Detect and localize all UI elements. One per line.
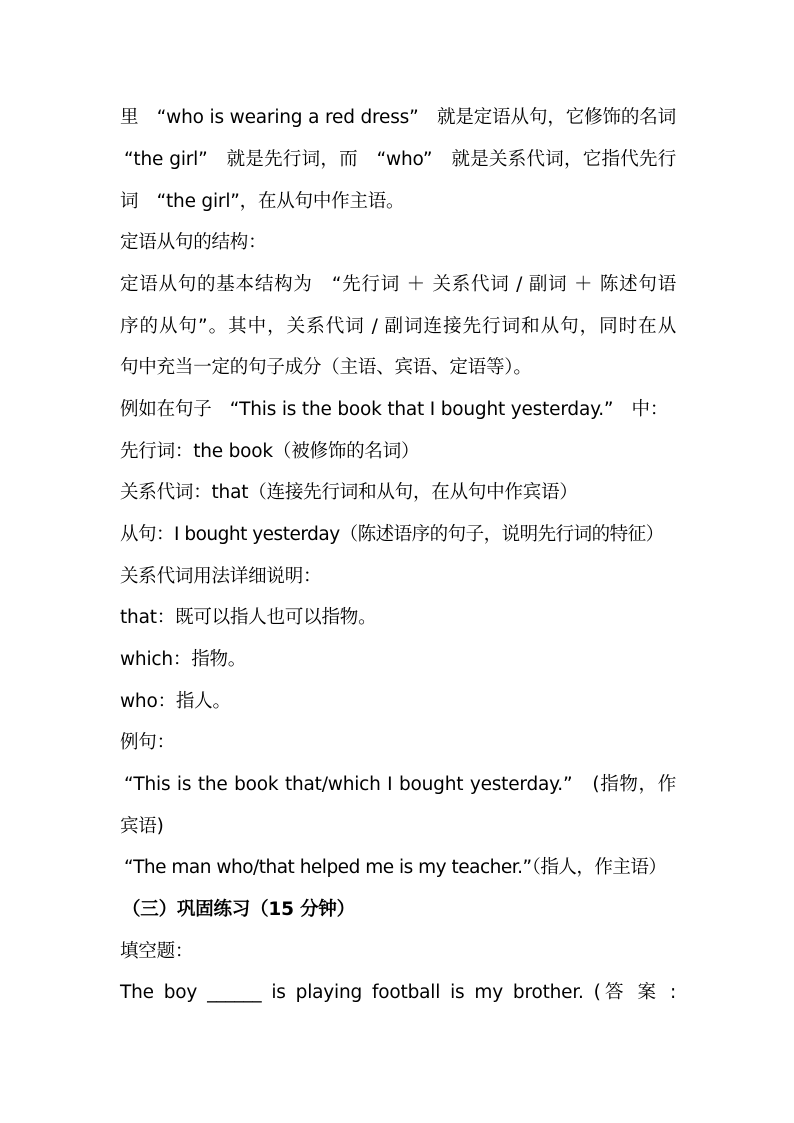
paragraph-line: which：指物。 [120,649,247,670]
section-heading: 关系代词用法详细说明： [120,566,322,587]
exercise-line: The boy ______ is playing football is my brother. (答 案 : [120,982,676,1003]
paragraph-line: 关系代词：that（连接先行词和从句，在从句中作宾语） [120,482,578,503]
section-heading: （三）巩固练习（15 分钟） [122,899,355,920]
paragraph-line: who：指人。 [120,691,231,712]
paragraph-line: 定语从句的基本结构为 “先行词 ＋ 关系代词 / 副词 ＋ 陈述句语 [120,274,676,295]
paragraph-line: 从句：I bought yesterday（陈述语序的句子，说明先行词的特征） [120,524,664,545]
paragraph-line: “the girl” 就是先行词，而 “who” 就是关系代词，它指代先行 [124,149,676,170]
paragraph-line: 先行词：the book（被修饰的名词） [120,441,420,462]
example-line: “The man who/that helped me is my teacher.”（指人，作主语） [124,857,667,878]
paragraph-line: 序的从句”。其中，关系代词 / 副词连接先行词和从句，同时在从 [120,316,676,337]
example-line: “This is the book that/which I bought yesterday.” (指物，作 [124,774,676,795]
section-heading: 定语从句的结构： [120,232,267,253]
section-heading: 填空题： [120,941,194,962]
paragraph-line: that：既可以指人也可以指物。 [120,607,377,628]
paragraph-line: 里 “who is wearing a red dress” 就是定语从句，它修饰的名词 [120,107,676,128]
paragraph-line: 例如在句子 “This is the book that I bought yesterday.” 中： [120,399,669,420]
paragraph-line: 句中充当一定的句子成分（主语、宾语、定语等）。 [120,357,532,378]
paragraph-line: 词 “the girl”，在从句中作主语。 [120,191,405,212]
section-heading: 例句： [120,732,175,753]
example-line: 宾语) [120,816,164,837]
